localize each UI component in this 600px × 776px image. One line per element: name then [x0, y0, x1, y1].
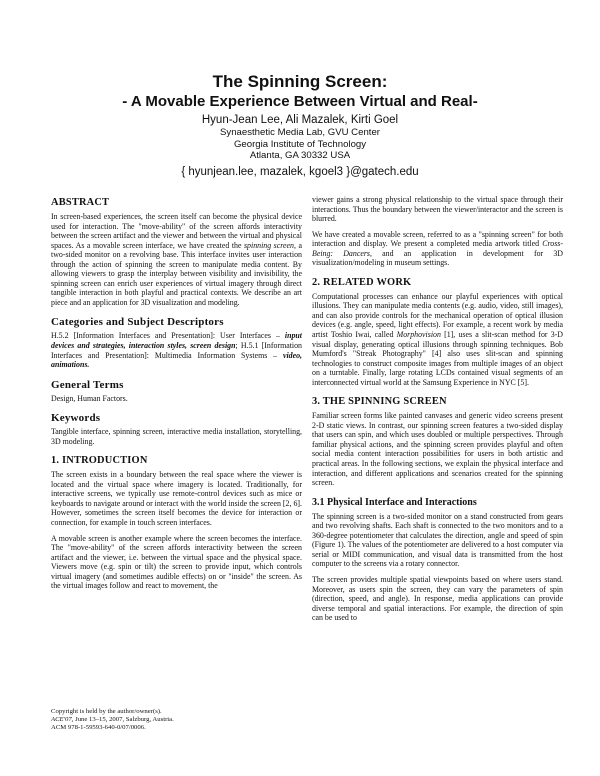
spinning-screen-heading: 3. THE SPINNING SCREEN — [312, 396, 447, 408]
introduction-heading: 1. INTRODUCTION — [51, 455, 148, 467]
affiliation-lab: Synaesthetic Media Lab, GVU Center — [220, 127, 380, 138]
related-work-heading: 2. RELATED WORK — [312, 276, 412, 288]
abstract-text-part: , a two-sided monitor on a revolving base. This interface invites user interaction through the action of spinning the screen to manipulate media content. By allowing viewers to grasp the interplay between visibility and invisibility, the spinning screen can enrich user experiences of virtual imagery through direct tangible interaction in both playful and practical contexts. We describe an art piece and an application for 3D visualization and modeling. — [51, 240, 302, 307]
affiliation-institute: Georgia Institute of Technology — [233, 138, 367, 150]
intro-text-part: , and an application in development for 3D visualization/modeling in museum settings. — [312, 248, 564, 268]
related-text-part: [1], uses a slit-scan method for 3-D visual display, generating optical illusions through spinning techniques. Bob Mumford's "Streak Photography" [4] also uses slit-scan and spinning technologies to construct composite images from multiple images of an object on a turntable. Finally, large rotating LCDs contained visual segments of an interconnected virtual world at the Samsung Experience in NYC [5]. — [312, 330, 563, 387]
artwork-title: Cross-Being: Dancers — [312, 239, 563, 258]
acm-number-line: ACM 978-1-59593-640-0/07/0006. — [51, 724, 146, 732]
author-list: Hyun-Jean Lee, Ali Mazalek, Kirti Goel — [201, 114, 399, 126]
right-column — [312, 195, 563, 629]
categories-text — [51, 331, 302, 369]
paper-subtitle: - A Movable Experience Between Virtual and Real- — [122, 93, 478, 110]
introduction-continuation: viewer gains a strong physical relationship to the virtual space through their interactions. Thus the boundary between the viewer/interactor and the screen is blurred. — [312, 195, 563, 224]
conference-line — [51, 716, 291, 724]
related-emphasis: Morphovision — [396, 330, 441, 340]
keywords-text: Tangible interface, spinning screen, interactive media installation, storytelling, 3D modeling. — [51, 427, 302, 446]
paper-header — [0, 72, 600, 180]
abstract-text-part: In screen-based experiences, the screen itself can become the physical device used for interaction. The "move-ability" of the screen affords interactivity between the screen artifact and the viewer and between the virtual and physical spaces. As a movable screen interface, we have created the — [51, 212, 302, 250]
introduction-paragraph-3 — [312, 230, 563, 268]
general-terms-text: Design, Human Factors. — [51, 393, 128, 403]
conference-details: June 13–15, 2007, Salzburg, Austria. — [73, 716, 174, 724]
categories-emphasis: input devices and strategies, interaction styles, screen design — [51, 331, 302, 351]
left-column — [51, 197, 302, 597]
copyright-notice — [51, 708, 291, 733]
related-text-part: Computational processes can enhance our playful experiences with optical illusions. They can manipulate media contents (e.g. audio, video, still images), and can also provide controls for the mechanical operation of optical illusion devices (e.g. angle, speed, light effects). For example, a recent work by media artist Toshio Iwai, called — [312, 291, 563, 340]
categories-part: H.5.2 [Information Interfaces and Presentation]: User Interfaces – — [51, 331, 285, 341]
physical-interface-paragraph-1: The spinning screen is a two-sided monitor on a stand constructed from gears and two revolving shafts. Each shaft is connected to the two monitors and to a 360-degree potentiometer that calculates the direction, angle and speed of spin (Figure 1). The values of the potentiometer are delivered to a host computer via serial or MIDI communication, and visual data is transmitted from the host computer to the screens via a rotary connector. — [312, 511, 563, 569]
related-work-text — [312, 292, 563, 387]
keywords-heading: Keywords — [51, 412, 101, 425]
conference-name: ACE'07, — [51, 716, 74, 724]
categories-emphasis: video, animations. — [51, 350, 302, 370]
spinning-screen-text: Familiar screen forms like painted canvases and generic video screens present 2-D static views. In contrast, our spinning screen features a two-sided display that users can spin, and which uses doubled or multiple perspectives. Through familiar physical actions, and the spinning screen provides playful and often social media content interaction possibilities for users in both artistic and practical areas. In the following sections, we explain the physical interface and interaction, and different applications and scenarios created for the spinning screen. — [312, 411, 563, 488]
categories-part: ; H.5.1 [Information Interfaces and Presentation]: Multimedia Information Systems – — [51, 341, 302, 360]
abstract-text — [51, 212, 302, 307]
abstract-heading: ABSTRACT — [51, 197, 110, 208]
general-terms-heading: General Terms — [51, 378, 124, 391]
physical-interface-heading: 3.1 Physical Interface and Interactions — [312, 496, 477, 508]
abstract-emphasis: spinning screen — [243, 240, 294, 250]
physical-interface-paragraph-2: The screen provides multiple spatial viewpoints based on where users stand. Moreover, as users spin the screen, they can vary the parameters of spin (direction, speed, and angle). In response, media applications can provide diverse temporal and spatial interactions. For example, the direction of spin can be used to — [312, 574, 563, 623]
intro-text-part: We have created a movable screen, referred to as a "spinning screen" for both interaction and display. We present a completed media artwork titled — [312, 229, 563, 249]
paper-title: The Spinning Screen: — [212, 72, 388, 91]
categories-heading: Categories and Subject Descriptors — [51, 316, 224, 329]
introduction-paragraph-2: A movable screen is another example where the screen becomes the interface. The "move-ability" of the screen affords interactivity between the screen artifact and the viewer, i.e. between the virtual space and the physical space. Viewers move (e.g. spin or tilt) the screen to provide input, which controls virtual imagery (and sometimes audible effects) on or "inside" the screen. As the virtual images follow and react to movement, the — [51, 533, 302, 591]
author-emails: { hyunjean.lee, mazalek, kgoel3 }@gatech.edu — [181, 165, 419, 178]
copyright-line: Copyright is held by the author/owner(s). — [51, 708, 162, 715]
introduction-paragraph-1: The screen exists in a boundary between the real space where the viewer is located and the virtual space where imagery is located. Traditionally, for interactive screens, we typically use remote-control devices such as mice or keyboards to navigate around or interact with the world inside the screen [2, 6]. However, sometimes the screen itself becomes the device for interaction or connection, for example in touch screen interfaces. — [51, 470, 302, 528]
affiliation-address: Atlanta, GA 30332 USA — [249, 150, 351, 161]
